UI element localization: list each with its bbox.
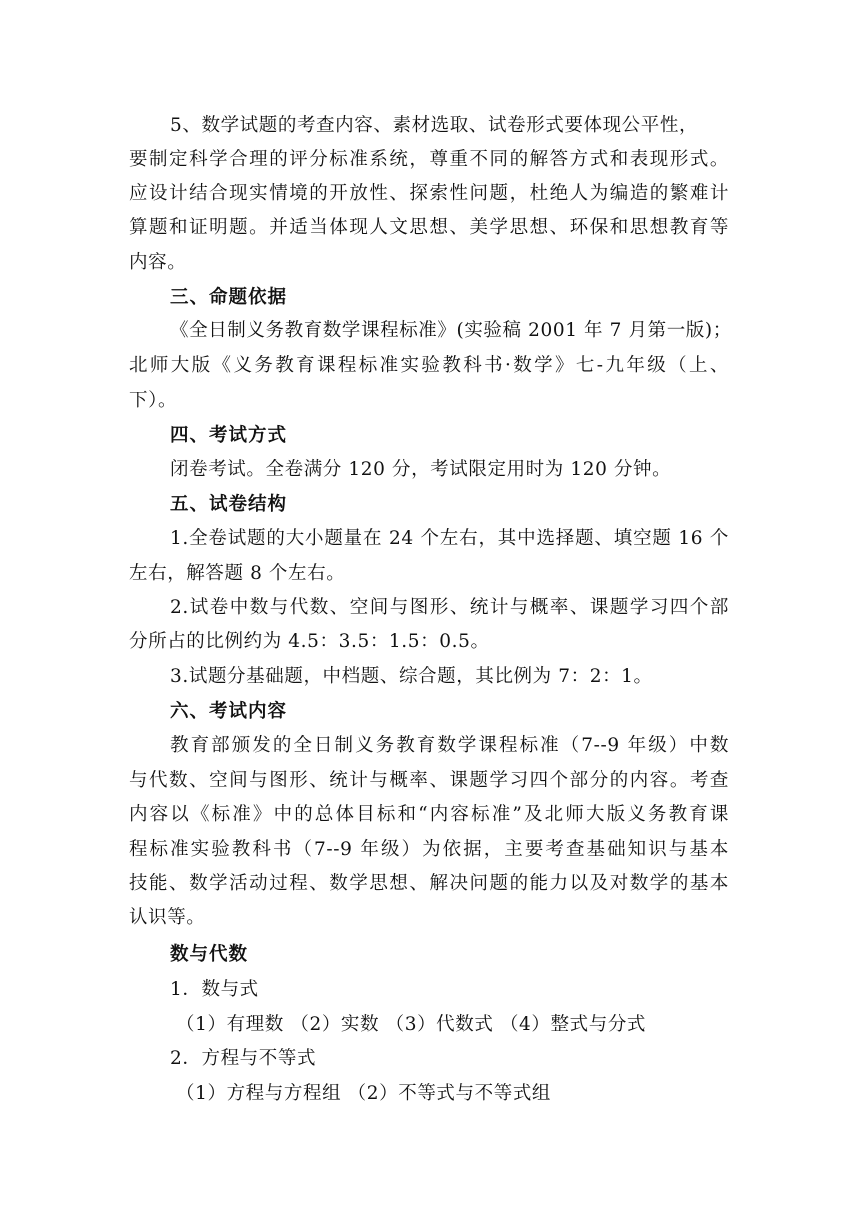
structure-item-2-line-2: 分所占的比例约为 4.5：3.5：1.5：0.5。: [129, 631, 490, 652]
para-criteria-line-3: 应设计结合现实情境的开放性、探索性问题，杜绝人为编造的繁难计: [129, 183, 729, 204]
para-criteria-line-4: 算题和证明题。并适当体现人文思想、美学思想、环保和思想教育等: [129, 217, 729, 238]
heading-structure: 五、试卷结构: [170, 494, 288, 515]
para-content-line-5: 技能、数学活动过程、数学思想、解决问题的能力以及对数学的基本: [129, 873, 729, 894]
heading-exam-mode: 四、考试方式: [170, 425, 288, 446]
topic-equations-subitems: （1）方程与方程组 （2）不等式与不等式组: [176, 1083, 552, 1104]
para-content-line-4: 程标准实验教科书（7--9 年级）为依据，主要考查基础知识与基本: [129, 839, 729, 860]
para-content-line-6: 认识等。: [129, 907, 206, 928]
structure-item-1-line-2: 左右，解答题 8 个左右。: [129, 563, 346, 584]
heading-content: 六、考试内容: [170, 701, 288, 722]
structure-item-3: 3.试题分基础题，中档题、综合题，其比例为 7：2：1。: [170, 666, 653, 687]
structure-item-1-line-1: 1.全卷试题的大小题量在 24 个左右，其中选择题、填空题 16 个: [170, 528, 729, 549]
heading-basis: 三、命题依据: [170, 287, 288, 308]
structure-item-2-line-1: 2.试卷中数与代数、空间与图形、统计与概率、课题学习四个部: [170, 597, 729, 618]
topic-equations-inequalities: 2．方程与不等式: [170, 1048, 317, 1069]
para-basis-line-1: 《全日制义务教育数学课程标准》(实验稿 2001 年 7 月第一版)；: [170, 320, 732, 341]
para-criteria-line-5: 内容。: [129, 252, 187, 273]
para-criteria-line-1: 5、数学试题的考查内容、素材选取、试卷形式要体现公平性，: [170, 115, 699, 136]
para-criteria-line-2: 要制定科学合理的评分标准系统，尊重不同的解答方式和表现形式。: [129, 149, 729, 170]
topic-numbers-subitems: （1）有理数 （2）实数 （3）代数式 （4）整式与分式: [176, 1014, 647, 1035]
para-basis-line-3: 下）。: [129, 390, 178, 411]
subheading-number-algebra: 数与代数: [170, 944, 249, 965]
para-content-line-2: 与代数、空间与图形、统计与概率、课题学习四个部分的内容。考查: [129, 770, 729, 791]
topic-numbers-expressions: 1．数与式: [170, 979, 259, 1000]
para-exam-mode: 闭卷考试。全卷满分 120 分，考试限定用时为 120 分钟。: [170, 459, 672, 480]
para-content-line-1: 教育部颁发的全日制义务教育数学课程标准（7--9 年级）中数: [170, 735, 729, 756]
para-basis-line-2: 北师大版《义务教育课程标准实验教科书·数学》七-九年级（上、: [129, 355, 729, 376]
para-content-line-3: 内容以《标准》中的总体目标和“内容标准”及北师大版义务教育课: [129, 804, 729, 825]
